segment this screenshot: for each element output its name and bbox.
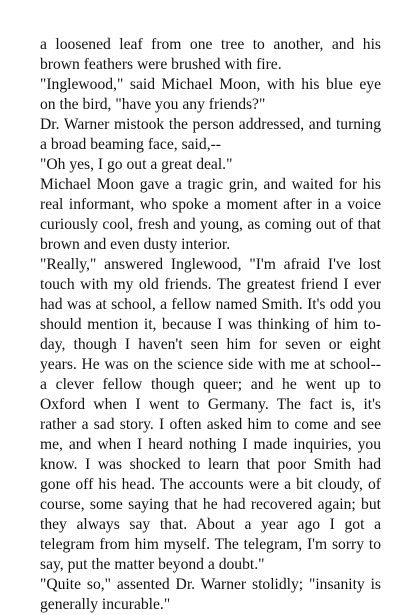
- text-line: had was at school, a fellow named Smith. It's odd you: [40, 296, 381, 313]
- text-line: on the bird, "have you any friends?": [40, 96, 266, 113]
- text-line: me, and when I heard nothing I made inquiries, you: [40, 436, 381, 453]
- text-line: "Inglewood," said Michael Moon, with his blue eye: [40, 76, 381, 93]
- text-line: telegram from him myself. The telegram, I'm sorry to: [40, 536, 381, 553]
- text-line: course, some saying that he had recovered again; but: [40, 496, 381, 513]
- text-line: touch with my old friends. The greatest friend I ever: [40, 276, 381, 293]
- paragraph: [40, 35, 381, 75]
- text-line: know. I was shocked to learn that poor Smith had: [40, 456, 381, 473]
- paragraph: [40, 255, 381, 575]
- text-line: curiously cool, fresh and young, as coming out of that: [40, 216, 381, 233]
- text-line: a broad beaming face, said,--: [40, 136, 221, 153]
- text-line: "Quite so," assented Dr. Warner stolidly; "insanity is: [40, 576, 381, 593]
- text-line: a clever fellow though queer; and he went up to: [40, 376, 381, 393]
- text-line: a loosened leaf from one tree to another, and his: [40, 36, 381, 53]
- text-line: Michael Moon gave a tragic grin, and waited for his: [40, 176, 381, 193]
- text-line: "Really," answered Inglewood, "I'm afraid I've lost: [40, 256, 381, 273]
- text-line: real informant, who spoke a moment after in a voice: [40, 196, 381, 213]
- paragraph: [40, 115, 381, 155]
- text-line: Oxford when I went to Germany. The fact is, it's: [40, 396, 381, 413]
- body-text: [40, 35, 381, 615]
- paragraph: [40, 155, 381, 175]
- text-line: brown and even dusty interior.: [40, 236, 231, 253]
- paragraph: [40, 175, 381, 255]
- text-line: day, though I haven't seen him for seven or eight: [40, 336, 381, 353]
- paragraph: [40, 575, 381, 615]
- text-line: they always say that. About a year ago I got a: [40, 516, 381, 533]
- text-line: gone off his head. The accounts were a bit cloudy, of: [40, 476, 381, 493]
- text-line: brown feathers were brushed with fire.: [40, 56, 282, 73]
- text-line: years. He was on the science side with me at school--: [40, 356, 381, 373]
- text-line: say, put the matter beyond a doubt.": [40, 556, 265, 573]
- text-line: "Oh yes, I go out a great deal.": [40, 156, 233, 173]
- paragraph: [40, 75, 381, 115]
- text-line: should mention it, because I was thinking of him to-: [40, 316, 381, 333]
- text-line: generally incurable.": [40, 596, 171, 613]
- text-line: Dr. Warner mistook the person addressed, and turning: [40, 116, 381, 133]
- text-line: rather a sad story. I often asked him to come and see: [40, 416, 381, 433]
